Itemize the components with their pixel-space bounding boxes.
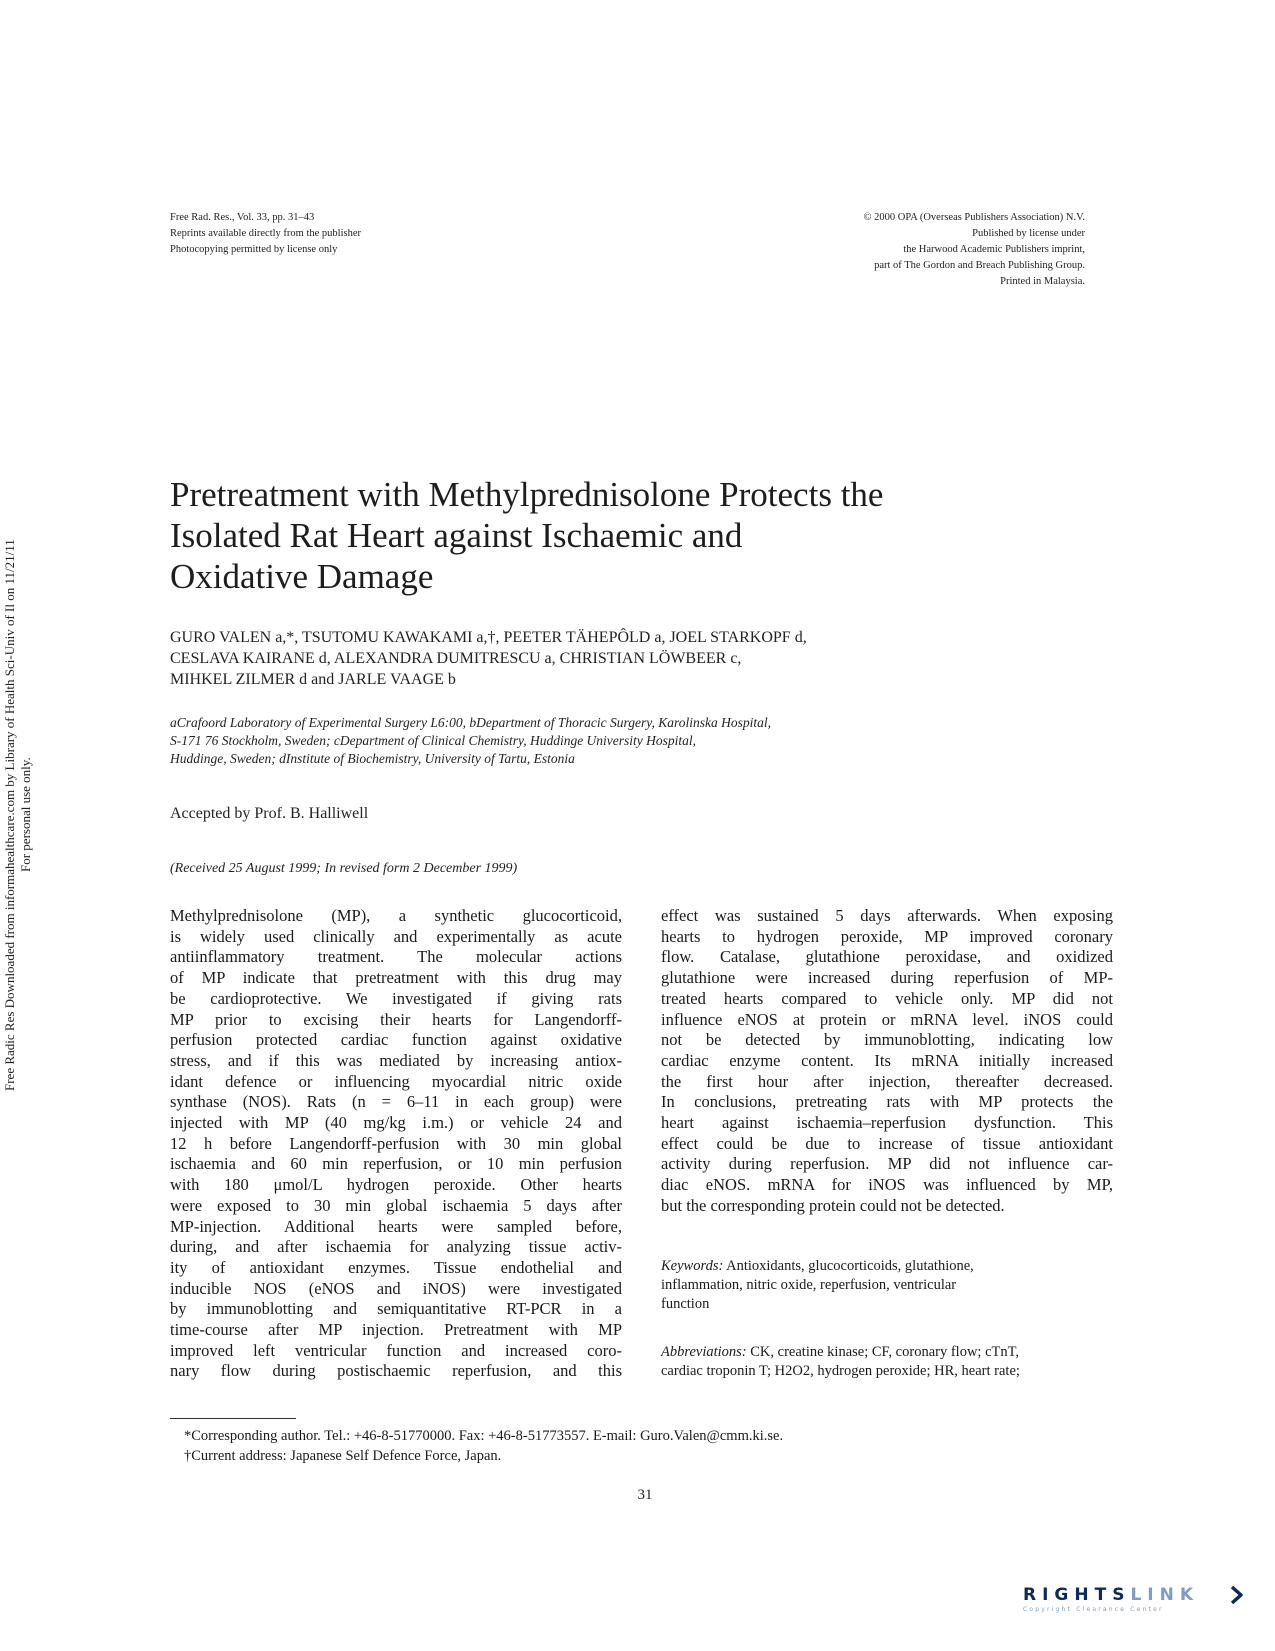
publisher-line: Printed in Malaysia. bbox=[1000, 276, 1085, 287]
logo-text-link: LINK bbox=[1130, 1585, 1199, 1605]
publisher-line: part of The Gordon and Breach Publishing Group. bbox=[874, 260, 1085, 271]
abstract-line: antiinflammatory treatment. The molecular actions bbox=[170, 947, 622, 967]
footnote-divider bbox=[170, 1418, 296, 1419]
abstract-right-column bbox=[661, 906, 1113, 1217]
abstract-line: nary flow during postischaemic reperfusion, and this bbox=[170, 1361, 622, 1381]
abstract-line: with 180 μmol/L hydrogen peroxide. Other hearts bbox=[170, 1175, 622, 1195]
citation-line: Photocopying permitted by license only bbox=[170, 244, 338, 255]
keywords bbox=[661, 1257, 1113, 1314]
abstract-line: idant defence or influencing myocardial nitric oxide bbox=[170, 1071, 622, 1091]
logo-subtitle: Copyright Clearance Center bbox=[1023, 1606, 1164, 1613]
publisher-line: Published by license under bbox=[972, 228, 1085, 239]
abstract-line: is widely used clinically and experimentally as acute bbox=[170, 926, 622, 946]
abbreviations bbox=[661, 1343, 1113, 1381]
abbreviations-label: Abbreviations: bbox=[661, 1344, 747, 1360]
abstract-line: injected with MP (40 mg/kg i.m.) or vehicle 24 and bbox=[170, 1113, 622, 1133]
keywords-label: Keywords: bbox=[661, 1258, 724, 1274]
abstract-line: heart against ischaemia–reperfusion dysfunction. This bbox=[661, 1113, 1113, 1133]
abstract-line: treated hearts compared to vehicle only. MP did not bbox=[661, 988, 1113, 1008]
abstract-line: of MP indicate that pretreatment with this drug may bbox=[170, 968, 622, 988]
abbreviations-text: CK, creatine kinase; CF, coronary flow; cTnT, bbox=[750, 1344, 1020, 1360]
chevron-right-icon bbox=[1228, 1585, 1246, 1605]
abstract-line: diac eNOS. mRNA for iNOS was influenced by MP, bbox=[661, 1175, 1113, 1195]
current-address-footnote: †Current address: Japanese Self Defence Force, Japan. bbox=[184, 1448, 502, 1464]
keywords-text: inflammation, nitric oxide, reperfusion, ventricular bbox=[661, 1277, 957, 1293]
keywords-text: Antioxidants, glucocorticoids, glutathione, bbox=[726, 1258, 974, 1274]
abstract-line: synthase (NOS). Rats (n = 6–11 in each group) were bbox=[170, 1092, 622, 1112]
affiliation-line: S-171 76 Stockholm, Sweden; cDepartment of Clinical Chemistry, Huddinge University Hospital, bbox=[170, 733, 697, 748]
corresponding-author-footnote: *Corresponding author. Tel.: +46-8-51770000. Fax: +46-8-51773557. E-mail: Guro.Valen@cmm.ki.se. bbox=[184, 1428, 784, 1444]
abstract-line: inducible NOS (eNOS and iNOS) were investigated bbox=[170, 1278, 622, 1298]
publisher-line: the Harwood Academic Publishers imprint, bbox=[903, 244, 1085, 255]
download-note: Free Radic Res Downloaded from informahealthcare.com by Library of Health Sci-Univ of Il on 11/21/11 bbox=[2, 539, 17, 1091]
abstract-line: influence eNOS at protein or mRNA level. iNOS could bbox=[661, 1009, 1113, 1029]
abstract-line: perfusion protected cardiac function against oxidative bbox=[170, 1030, 622, 1050]
accepted-by: Accepted by Prof. B. Halliwell bbox=[170, 805, 369, 822]
affiliations bbox=[170, 714, 950, 768]
abstract-line: stress, and if this was mediated by increasing antiox- bbox=[170, 1050, 622, 1070]
author-list bbox=[170, 627, 1070, 690]
publisher-line: © 2000 OPA (Overseas Publishers Association) N.V. bbox=[863, 212, 1085, 223]
abstract-line: be cardioprotective. We investigated if giving rats bbox=[170, 988, 622, 1008]
abstract-line: were exposed to 30 min global ischaemia 5 days after bbox=[170, 1195, 622, 1215]
abstract-line: In conclusions, pretreating rats with MP protects the bbox=[661, 1092, 1113, 1112]
title-line: Oxidative Damage bbox=[170, 557, 434, 596]
personal-use-note: For personal use only. bbox=[18, 757, 33, 873]
abstract-line: activity during reperfusion. MP did not influence car- bbox=[661, 1154, 1113, 1174]
author-line: MIHKEL ZILMER d and JARLE VAAGE b bbox=[170, 671, 456, 688]
title-line: Isolated Rat Heart against Ischaemic and bbox=[170, 516, 743, 555]
abstract-line: Methylprednisolone (MP), a synthetic glucocorticoid, bbox=[170, 906, 622, 925]
journal-citation bbox=[170, 210, 361, 258]
abstract-line: improved left ventricular function and increased coro- bbox=[170, 1340, 622, 1360]
author-line: GURO VALEN a,*, TSUTOMU KAWAKAMI a,†, PEETER TÄHEPÔLD a, JOEL STARKOPF d, bbox=[170, 629, 807, 646]
abstract-line: hearts to hydrogen peroxide, MP improved coronary bbox=[661, 926, 1113, 946]
keywords-text: function bbox=[661, 1296, 710, 1312]
abstract-line: ity of antioxidant enzymes. Tissue endothelial and bbox=[170, 1257, 622, 1277]
citation-line: Free Rad. Res., Vol. 33, pp. 31–43 bbox=[170, 212, 315, 223]
abstract-line: time-course after MP injection. Pretreatment with MP bbox=[170, 1320, 622, 1340]
abstract-line: the first hour after injection, thereafter decreased. bbox=[661, 1071, 1113, 1091]
abstract-line: ischaemia and 60 min reperfusion, or 10 min perfusion bbox=[170, 1154, 622, 1174]
title-line: Pretreatment with Methylprednisolone Protects the bbox=[170, 475, 884, 514]
abstract-line: but the corresponding protein could not be detected. bbox=[661, 1195, 1005, 1215]
citation-line: Reprints available directly from the publisher bbox=[170, 228, 361, 239]
abstract-left-column bbox=[170, 906, 622, 1382]
abstract-line: effect could be due to increase of tissue antioxidant bbox=[661, 1133, 1113, 1153]
abstract-line: effect was sustained 5 days afterwards. When exposing bbox=[661, 906, 1113, 925]
rightslink-logo bbox=[1023, 1585, 1253, 1625]
author-line: CESLAVA KAIRANE d, ALEXANDRA DUMITRESCU a, CHRISTIAN LÖWBEER c, bbox=[170, 650, 742, 667]
abstract-line: by immunoblotting and semiquantitative RT-PCR in a bbox=[170, 1299, 622, 1319]
affiliation-line: aCrafoord Laboratory of Experimental Surgery L6:00, bDepartment of Thoracic Surgery, Karolinska Hospital, bbox=[170, 715, 771, 730]
abbreviations-text: cardiac troponin T; H2O2, hydrogen peroxide; HR, heart rate; bbox=[661, 1363, 1020, 1379]
article-title bbox=[170, 474, 1070, 597]
abstract-line: glutathione were increased during reperfusion of MP- bbox=[661, 968, 1113, 988]
abstract-line: MP-injection. Additional hearts were sampled before, bbox=[170, 1216, 622, 1236]
abstract-line: MP prior to excising their hearts for Langendorff- bbox=[170, 1009, 622, 1029]
download-watermark bbox=[2, 460, 36, 1170]
abstract-line: 12 h before Langendorff-perfusion with 30 min global bbox=[170, 1133, 622, 1153]
abstract-line: cardiac enzyme content. Its mRNA initially increased bbox=[661, 1050, 1113, 1070]
logo-text-rights: RIGHTS bbox=[1023, 1585, 1131, 1605]
abstract-line: not be detected by immunoblotting, indicating low bbox=[661, 1030, 1113, 1050]
received-dates: (Received 25 August 1999; In revised form 2 December 1999) bbox=[170, 861, 518, 876]
affiliation-line: Huddinge, Sweden; dInstitute of Biochemistry, University of Tartu, Estonia bbox=[170, 751, 575, 766]
footnotes bbox=[184, 1426, 944, 1466]
publisher-notice bbox=[864, 210, 1085, 290]
abstract-line: flow. Catalase, glutathione peroxidase, and oxidized bbox=[661, 947, 1113, 967]
page-number: 31 bbox=[637, 1487, 653, 1503]
abstract-line: during, and after ischaemia for analyzing tissue activ- bbox=[170, 1237, 622, 1257]
